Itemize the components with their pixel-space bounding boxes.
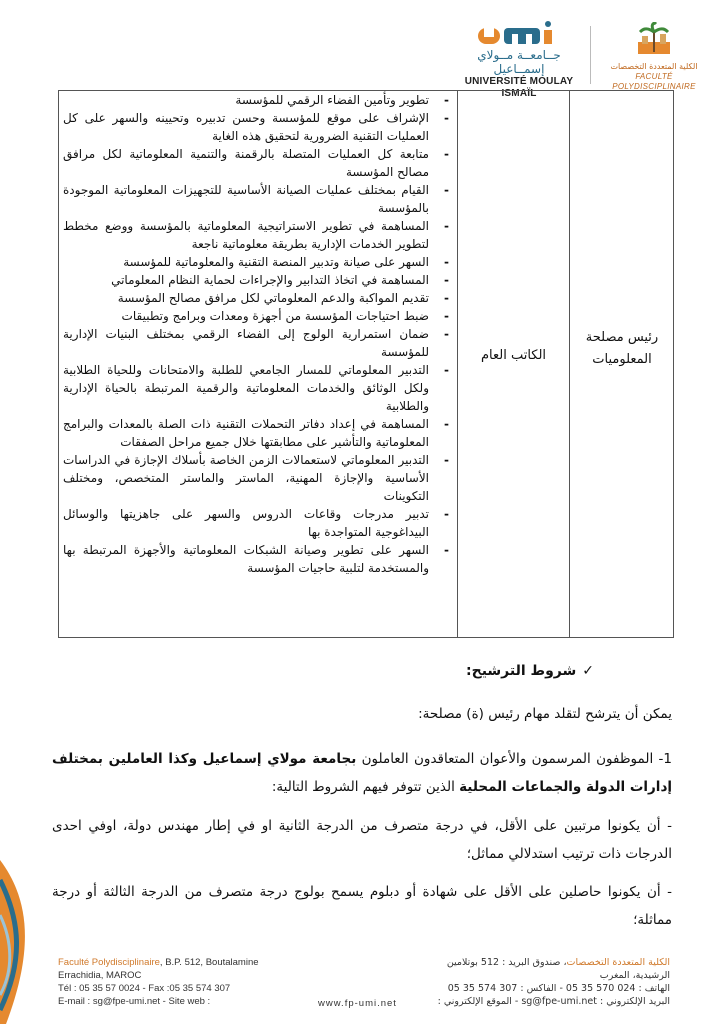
university-name-arabic: جــامعــة مــولاي إسمــاعيل xyxy=(477,48,561,76)
decorative-swirl xyxy=(0,860,40,1024)
faculty-palm-icon xyxy=(634,22,674,58)
condition-1-start: 1- الموظفون المرسمون والأعوان المتعاقدون العاملون xyxy=(356,751,672,767)
duty-item: - ضمان استمرارية الولوج إلى الفضاء الرقمي بمختلف البنيات الإدارية للمؤسسة xyxy=(63,325,455,361)
duty-item: - الإشراف على موقع للمؤسسة وحسن تدبيره وتحيينه والسهر على كل العمليات التقنية الضرورية لتحقيق هذه الغاية xyxy=(63,109,455,145)
footer-fr-phone: Tél : 05 35 57 0024 - Fax :05 35 574 307 xyxy=(58,983,231,994)
umi-logo-icon xyxy=(474,20,564,48)
duty-item: - تطوير وتأمين الفضاء الرقمي للمؤسسة xyxy=(63,91,455,109)
footer-ar-email: البريد الإلكتروني : sg@fpe-umi.net - الموقع الإلكتروني : xyxy=(437,996,670,1007)
duty-item: - القيام بمختلف عمليات الصيانة الأساسية للتجهيزات المعلوماتية الموجودة بالمؤسسة xyxy=(63,181,455,217)
faculty-logo xyxy=(600,22,708,91)
university-logo xyxy=(455,20,583,99)
reporting-rank-cell: الكاتب العام xyxy=(480,348,547,363)
footer-arabic xyxy=(400,956,670,1008)
condition-1-end: الذين تتوفر فيهم الشروط التالية: xyxy=(271,779,460,795)
faculty-name-french: FACULTÉ POLYDISCIPLINAIRE xyxy=(612,72,696,91)
condition-2: - أن يكونوا مرتبين على الأقل، في درجة متصرف من الدرجة الثانية او في إطار مهندس دولة، اوفي احدى الدرجات ذات ترتيب استدلالي مماثل؛ xyxy=(52,818,672,862)
duty-item: - المساهمة في إعداد دفاتر التحملات التقنية ذات الصلة بالمعدات والبرامج المعلوماتية والتأشير على مطابقتها خلال جميع مراحل الصفقات xyxy=(63,415,455,451)
footer-ar-city: الرشيدية، المغرب xyxy=(599,970,670,981)
header-divider xyxy=(590,26,591,84)
duty-item: - المساهمة في اتخاذ التدابير والإجراءات لحماية النظام المعلوماتي xyxy=(63,271,455,289)
duty-item: - ضبط احتياجات المؤسسة من أجهزة ومعدات وبرامج وتطبيقات xyxy=(63,307,455,325)
footer-fr-faculty: Faculté Polydisciplinaire xyxy=(58,957,160,968)
footer-website-link[interactable]: www.fp-umi.net xyxy=(318,998,397,1009)
footer-ar-address: ، صندوق البريد : 512 بوتلامين xyxy=(446,957,567,968)
condition-3: - أن يكونوا حاصلين على الأقل على شهادة أو دبلوم يسمح بولوج درجة متصرف من الدرجة الثالثة أو درجة مماثلة؛ xyxy=(52,884,672,928)
faculty-name-arabic: الكلية المتعددة التخصصات xyxy=(610,62,698,71)
duty-item: - تدبير مدرجات وقاعات الدروس والسهر على جاهزيتها والوسائل البيداغوجية المتواجدة بها xyxy=(63,505,455,541)
footer-ar-phone: الهاتف : 024 570 35 05 - الفاكس : 307 574 35 05 xyxy=(447,983,670,994)
duties-table xyxy=(58,90,674,638)
footer-fr-email: E-mail : sg@fpe-umi.net - Site web : xyxy=(58,996,211,1007)
duty-item: - المساهمة في تطوير الاستراتيجية المعلوماتية بالمؤسسة ووضع مخطط لتطوير الخدمات الإدارية بطريقة معلوماتية ناجعة xyxy=(63,217,455,253)
duty-item: - متابعة كل العمليات المتصلة بالرقمنة والتنمية المعلوماتية لكل مرافق مصالح المؤسسة xyxy=(63,145,455,181)
footer-fr-address: , B.P. 512, Boutalamine xyxy=(159,957,259,968)
conditions-heading-text: شروط الترشيح: xyxy=(466,663,577,679)
duty-item: - تقديم المواكبة والدعم المعلوماتي لكل مرافق مصالح المؤسسة xyxy=(63,289,455,307)
footer-fr-city: Errachidia, MAROC xyxy=(58,970,142,981)
position-title-cell: رئيس مصلحة المعلوميات xyxy=(585,330,659,367)
conditions-heading xyxy=(466,663,594,679)
duty-item: - السهر على صيانة وتدبير المنصة التقنية والمعلوماتية للمؤسسة xyxy=(63,253,455,271)
condition-1 xyxy=(52,745,672,801)
duty-item: - التدبير المعلوماتي للمسار الجامعي للطلبة والامتحانات وللحياة الطلابية ولكل الوثائق والخدمات المعلوماتية والرقمية المرتبطة بالحياة الإدارية والطلابية xyxy=(63,361,455,415)
checkmark-icon: ✓ xyxy=(582,663,594,679)
footer-french xyxy=(58,956,298,1008)
duty-item: - التدبير المعلوماتي لاستعمالات الزمن الخاصة بأسلاك الإجازة في الدراسات الأساسية والإجازة المهنية، الماستر والماستر المتخصص، ومختلف التكوينات xyxy=(63,451,455,505)
duties-list xyxy=(63,91,455,577)
conditions-intro: يمكن أن يترشح لتقلد مهام رئيس (ة) مصلحة: xyxy=(418,706,672,722)
footer-ar-faculty: الكلية المتعددة التخصصات xyxy=(566,957,670,968)
duty-item: - السهر على تطوير وصيانة الشبكات المعلوماتية والأجهزة المرتبطة بها والمستخدمة لتلبية حاجيات المؤسسة xyxy=(63,541,455,577)
condition-1-bold: بجامعة مولاي إسماعيل وكذا العاملين بمختلف إدارات الدولة والجماعات المحلية xyxy=(52,751,672,795)
university-name-french: UNIVERSITÉ MOULAY ISMAÏL xyxy=(464,76,574,99)
